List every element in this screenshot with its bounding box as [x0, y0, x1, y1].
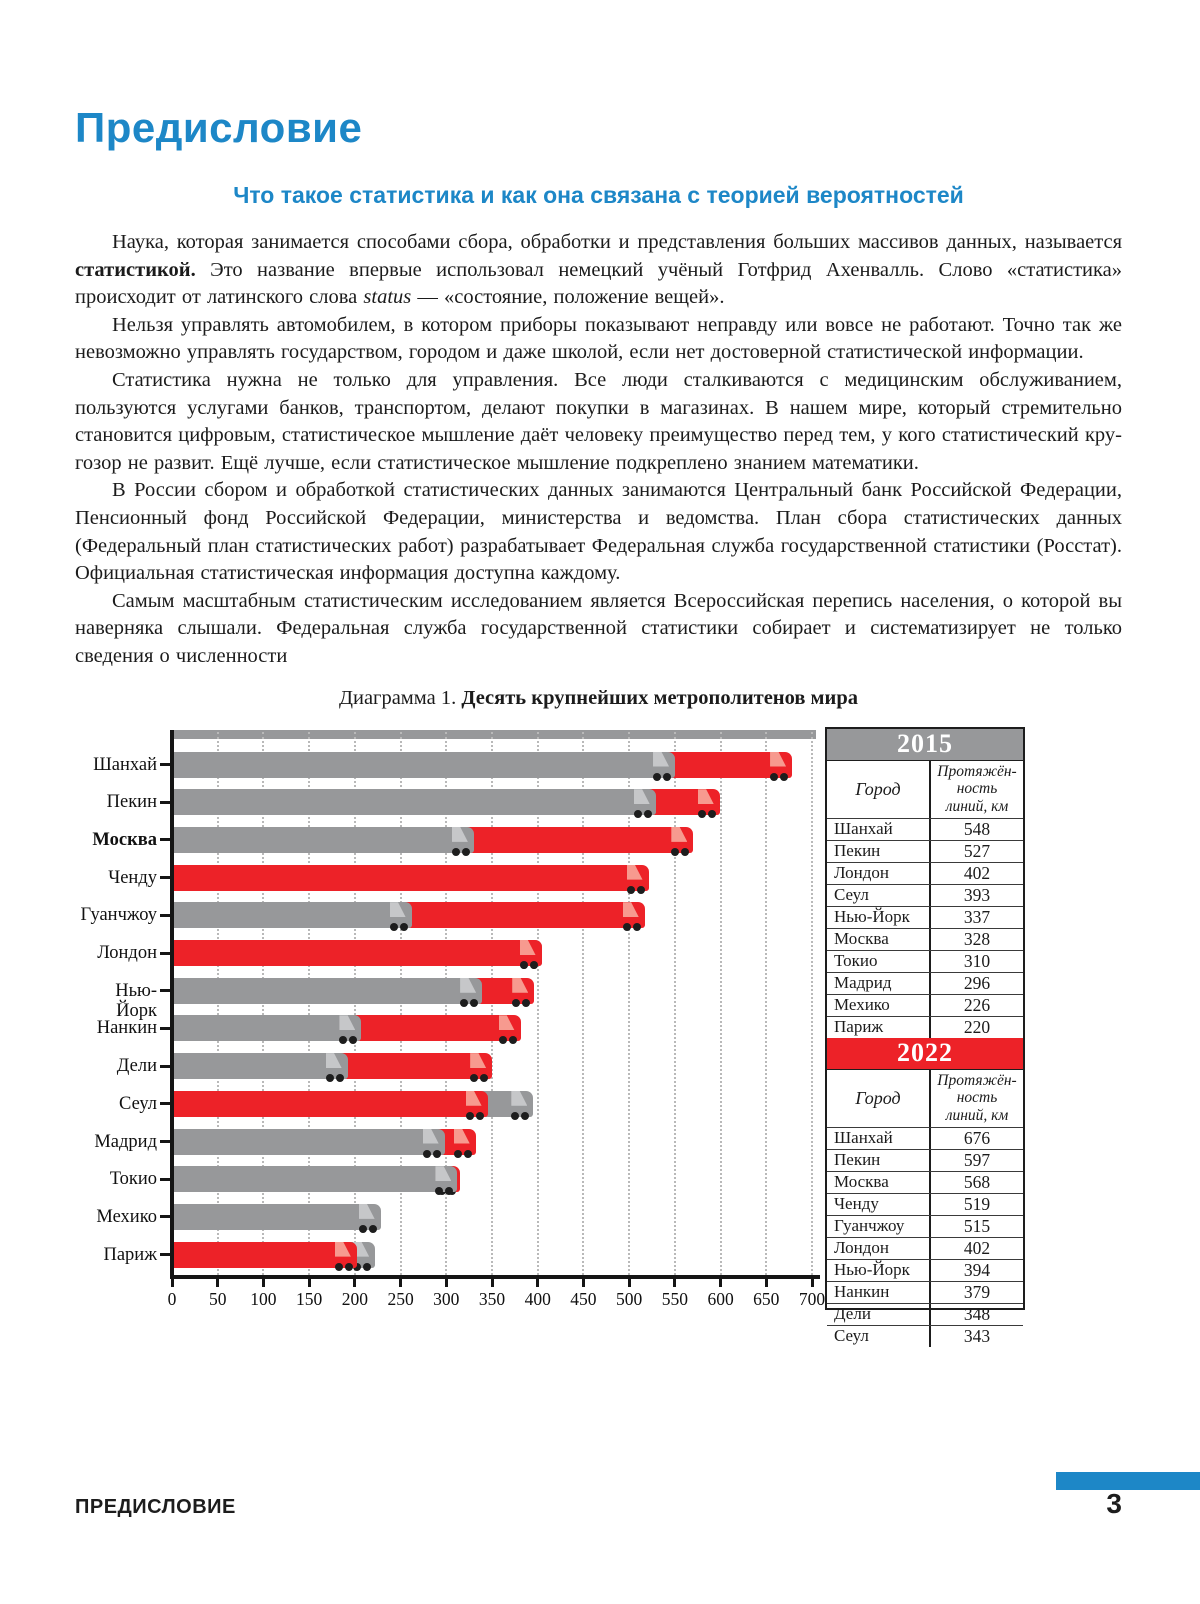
truck-windshield — [452, 827, 468, 842]
x-tick — [216, 1279, 219, 1287]
table-header-length: Протяжён- ность линий, км — [937, 762, 1017, 815]
truck-wheel — [663, 773, 671, 781]
year-band: 2015 — [827, 729, 1023, 760]
truck-wheel — [462, 848, 470, 856]
table-cell-city: Гуанчжоу — [827, 1216, 931, 1237]
y-tick — [160, 801, 172, 804]
body-paragraph: В России сбором и обработкой статистических данных занимаются Центральный банк Российской Федерации, Пенсионный фонд Российской Федерации, министерства и ведомства. План сбора статистических данных (Федеральный план статистических работ) разрабатывает Федеральная служба государственной статистики (Росстат). Официальная статистическая информация доступна каждому. — [75, 479, 1122, 585]
x-tick-label: 200 — [341, 1288, 368, 1309]
table-cell-value: 597 — [963, 1149, 991, 1170]
truck-wheel — [708, 810, 716, 818]
table-cell-city: Москва — [827, 1172, 931, 1193]
body-paragraph: Нельзя управлять автомобилем, в котором приборы показывают неправду или вовсе не работают. Точно так же невозможно управлять государством, городом и даже школой, если нет достоверной статистической информации. — [75, 313, 1122, 364]
x-tick — [262, 1279, 265, 1287]
y-tick — [160, 1253, 172, 1256]
category-label: Токио — [109, 1169, 157, 1190]
truck-wheel — [653, 773, 661, 781]
x-tick-label: 600 — [707, 1288, 734, 1309]
section-subtitle: Что такое статистика и как она связана с теорией вероятностей — [233, 182, 964, 208]
grid-line — [765, 732, 767, 1275]
category-label: Москва — [92, 829, 157, 850]
truck-windshield — [423, 1129, 439, 1144]
table-row — [827, 906, 1023, 928]
x-tick — [765, 1279, 768, 1287]
x-tick — [399, 1279, 402, 1287]
truck-2015 — [174, 902, 412, 928]
x-tick-label: 550 — [661, 1288, 688, 1309]
caption-prefix: Диаграмма 1. — [339, 686, 462, 709]
truck-windshield — [359, 1204, 375, 1219]
table-row — [827, 1303, 1023, 1325]
table-cell-value: 548 — [963, 818, 991, 839]
truck-wheel — [452, 848, 460, 856]
figure-diagram-1 — [75, 686, 1122, 1346]
truck-2015 — [174, 1015, 361, 1041]
truck-wheel — [633, 923, 641, 931]
table-cell-city: Сеул — [827, 1326, 931, 1347]
x-tick-label: 100 — [250, 1288, 277, 1309]
x-tick-label: 700 — [798, 1288, 826, 1309]
truck-windshield — [339, 1015, 355, 1030]
x-tick-label: 0 — [167, 1288, 177, 1309]
truck-wheel — [671, 848, 679, 856]
y-tick — [160, 989, 172, 992]
body-paragraph: Статистика нужна не только для управления. Все люди сталкиваются с медицинским обслуживанием, пользуются услугами банков, транспортом, делают покупки в магазинах. В нашем мире, который стремительно становится цифровым, статистическое мышление даёт человеку преимущество перед тем, у кого статистический кругозор не развит. Ещё лучше, если статистическое мышление подкреплено знанием математики. — [75, 368, 1122, 474]
y-axis-line — [170, 730, 174, 1279]
caption-title: Десять крупнейших метрополитенов мира — [461, 686, 858, 709]
x-tick-label: 50 — [208, 1288, 227, 1309]
truck-wheel — [476, 1112, 484, 1120]
table-cell-value: 348 — [963, 1303, 991, 1324]
truck-wheel — [369, 1225, 377, 1233]
table-cell-city: Сеул — [827, 885, 931, 906]
metro-bar-chart — [75, 720, 1025, 1346]
category-label: Дели — [116, 1056, 157, 1077]
table-row — [827, 862, 1023, 884]
truck-wheel — [423, 1150, 431, 1158]
table-cell-city: Токио — [827, 951, 931, 972]
truck-windshield — [520, 940, 536, 955]
year-band: 2022 — [827, 1038, 1023, 1069]
table-cell-value: 402 — [963, 862, 991, 883]
category-label: Лондон — [97, 943, 157, 963]
truck-2015 — [174, 1129, 445, 1155]
body-paragraph: Самым масштабным статистическим исследованием является Всероссийская перепись населения, о которой вы наверняка слышали. Федеральная служба государственной статистики собирает и систематизирует не только сведения о численности — [75, 589, 1122, 667]
truck-wheel — [480, 1074, 488, 1082]
category-label: Гуанчжоу — [80, 905, 157, 926]
x-tick — [171, 1279, 174, 1287]
truck-windshield — [470, 1053, 486, 1068]
table-cell-value: 310 — [963, 950, 991, 971]
y-tick — [160, 1065, 172, 1068]
table-cell-value: 402 — [963, 1237, 991, 1258]
y-tick — [160, 1102, 172, 1105]
table-cell-value: 343 — [963, 1325, 991, 1346]
category-label: Мадрид — [94, 1131, 157, 1152]
truck-wheel — [363, 1263, 371, 1271]
table-row — [827, 1215, 1023, 1237]
x-tick-label: 250 — [387, 1288, 414, 1309]
table-cell-city: Пекин — [827, 841, 931, 862]
table-cell-city: Ченду — [827, 1194, 931, 1215]
category-label: Париж — [103, 1244, 157, 1265]
truck-wheel — [511, 1112, 519, 1120]
year-table-2015 — [827, 729, 1023, 1038]
page-edge-tab — [1056, 1472, 1200, 1490]
table-row — [827, 1281, 1023, 1303]
grid-line — [720, 732, 722, 1275]
truck-wheel — [644, 810, 652, 818]
truck-windshield — [390, 902, 406, 917]
table-rows — [827, 1127, 1023, 1347]
table-header-city: Город — [827, 761, 931, 818]
truck-wheel — [466, 1112, 474, 1120]
category-label: Ченду — [108, 867, 157, 888]
table-cell-city: Нью-Йорк — [827, 907, 931, 928]
truck-windshield — [326, 1053, 342, 1068]
table-row — [827, 1259, 1023, 1281]
table-cell-city: Лондон — [827, 1238, 931, 1259]
truck-wheel — [464, 1150, 472, 1158]
truck-wheel — [522, 999, 530, 1007]
truck-windshield — [671, 827, 687, 842]
table-cell-value: 519 — [963, 1193, 991, 1214]
y-tick — [160, 1140, 172, 1143]
truck-windshield — [435, 1166, 451, 1181]
truck-2015 — [174, 752, 675, 778]
x-tick — [353, 1279, 356, 1287]
table-row — [827, 1237, 1023, 1259]
table-row — [827, 972, 1023, 994]
truck-2015 — [174, 1166, 457, 1192]
figure-caption — [75, 687, 1122, 710]
truck-2015 — [174, 827, 474, 853]
table-row — [827, 928, 1023, 950]
table-header-row — [827, 760, 1023, 818]
truck-windshield — [627, 865, 643, 880]
category-label: Нанкин — [96, 1018, 157, 1039]
y-tick — [160, 763, 172, 766]
truck-wheel — [499, 1036, 507, 1044]
truck-wheel — [400, 923, 408, 931]
paragraph-text: Это название впервые использовал немецкий учёный Готфрид Ахенвалль. Слово «статистика» происходит от латинского слова — [75, 258, 1122, 309]
category-label: Нью-Йорк — [115, 980, 157, 1021]
x-tick — [628, 1279, 631, 1287]
table-row — [827, 950, 1023, 972]
truck-2022 — [174, 1242, 357, 1268]
table-row — [827, 1171, 1023, 1193]
x-tick — [445, 1279, 448, 1287]
table-cell-value: 328 — [963, 928, 991, 949]
truck-2015 — [174, 1053, 348, 1079]
x-tick — [582, 1279, 585, 1287]
truck-windshield — [698, 789, 714, 804]
truck-wheel — [470, 1074, 478, 1082]
truck-wheel — [359, 1225, 367, 1233]
x-tick-label: 400 — [524, 1288, 551, 1309]
table-cell-city: Москва — [827, 929, 931, 950]
table-cell-value: 676 — [963, 1127, 991, 1148]
truck-wheel — [520, 961, 528, 969]
truck-wheel — [349, 1036, 357, 1044]
category-label: Мехико — [96, 1206, 157, 1227]
truck-wheel — [470, 999, 478, 1007]
year-table-2022 — [827, 1038, 1023, 1347]
x-tick-label: 650 — [753, 1288, 780, 1309]
truck-wheel — [326, 1074, 334, 1082]
table-cell-value: 296 — [963, 972, 991, 993]
category-label: Пекин — [106, 792, 157, 813]
table-cell-city: Шанхай — [827, 819, 931, 840]
table-cell-city: Париж — [827, 1017, 931, 1038]
truck-wheel — [339, 1036, 347, 1044]
truck-wheel — [335, 1263, 343, 1271]
x-axis-line — [170, 1275, 820, 1279]
table-cell-city: Дели — [827, 1304, 931, 1325]
y-tick — [160, 1178, 172, 1181]
x-tick — [308, 1279, 311, 1287]
x-tick — [536, 1279, 539, 1287]
table-cell-city: Пекин — [827, 1150, 931, 1171]
truck-wheel — [336, 1074, 344, 1082]
x-tick-label: 500 — [616, 1288, 643, 1309]
truck-wheel — [627, 886, 635, 894]
table-cell-city: Лондон — [827, 863, 931, 884]
body-paragraph — [75, 229, 1122, 312]
truck-wheel — [681, 848, 689, 856]
truck-windshield — [460, 978, 476, 993]
table-cell-value: 226 — [963, 994, 991, 1015]
truck-wheel — [521, 1112, 529, 1120]
truck-windshield — [466, 1091, 482, 1106]
table-row — [827, 840, 1023, 862]
table-row — [827, 818, 1023, 840]
body-text — [75, 229, 1122, 671]
bold-term: статистикой. — [75, 258, 196, 281]
table-row — [827, 884, 1023, 906]
x-tick-label: 150 — [296, 1288, 323, 1309]
table-row — [827, 1149, 1023, 1171]
table-row — [827, 1193, 1023, 1215]
table-cell-city: Нанкин — [827, 1282, 931, 1303]
x-tick — [491, 1279, 494, 1287]
table-header-city: Город — [827, 1070, 931, 1127]
table-cell-value: 393 — [963, 884, 991, 905]
x-tick-label: 450 — [570, 1288, 597, 1309]
page-title: Предисловие — [75, 104, 363, 151]
category-label: Шанхай — [93, 754, 157, 775]
table-cell-city: Мехико — [827, 995, 931, 1016]
table-cell-value: 568 — [963, 1171, 991, 1192]
truck-wheel — [637, 886, 645, 894]
truck-windshield — [499, 1015, 515, 1030]
table-row — [827, 994, 1023, 1016]
category-label: Сеул — [119, 1093, 157, 1114]
truck-windshield — [511, 1091, 527, 1106]
truck-2015 — [174, 789, 656, 815]
x-tick — [673, 1279, 676, 1287]
truck-wheel — [530, 961, 538, 969]
table-cell-value: 515 — [963, 1215, 991, 1236]
truck-windshield — [454, 1129, 470, 1144]
x-tick-label: 350 — [478, 1288, 506, 1309]
table-header-length: Протяжён- ность линий, км — [937, 1071, 1017, 1124]
page-number: 3 — [1106, 1488, 1122, 1519]
paragraph-text: — «состояние, положение вещей». — [411, 286, 725, 309]
table-row — [827, 1127, 1023, 1149]
table-cell-value: 379 — [963, 1281, 991, 1302]
truck-2022 — [174, 865, 649, 891]
truck-windshield — [512, 978, 528, 993]
y-tick — [160, 1027, 172, 1030]
truck-wheel — [698, 810, 706, 818]
truck-windshield — [335, 1242, 351, 1257]
table-cell-value: 220 — [963, 1016, 991, 1037]
truck-2022 — [174, 940, 542, 966]
x-tick — [811, 1279, 814, 1287]
truck-windshield — [653, 752, 669, 767]
y-tick — [160, 952, 172, 955]
table-cell-city: Мадрид — [827, 973, 931, 994]
truck-wheel — [780, 773, 788, 781]
y-tick — [160, 838, 172, 841]
truck-wheel — [345, 1263, 353, 1271]
paragraph-text: Наука, которая занимается способами сбора, обработки и представления больших массивов данных, называется — [112, 231, 1122, 253]
table-cell-city: Шанхай — [827, 1128, 931, 1149]
truck-wheel — [460, 999, 468, 1007]
table-cell-value: 527 — [963, 840, 991, 861]
table-rows — [827, 818, 1023, 1038]
truck-wheel — [512, 999, 520, 1007]
truck-wheel — [509, 1036, 517, 1044]
truck-wheel — [770, 773, 778, 781]
table-cell-city: Нью-Йорк — [827, 1260, 931, 1281]
metro-length-tables — [825, 727, 1025, 1346]
truck-windshield — [634, 789, 650, 804]
x-tick-label: 300 — [433, 1288, 460, 1309]
truck-wheel — [454, 1150, 462, 1158]
y-tick — [160, 914, 172, 917]
truck-2015 — [174, 978, 482, 1004]
table-cell-value: 394 — [963, 1259, 991, 1280]
truck-wheel — [390, 923, 398, 931]
table-cell-value: 337 — [963, 906, 991, 927]
table-row — [827, 1325, 1023, 1347]
y-tick — [160, 1215, 172, 1218]
footer-section-label: ПРЕДИСЛОВИЕ — [75, 1496, 236, 1518]
y-tick — [160, 876, 172, 879]
grid-line — [811, 732, 813, 1275]
x-tick — [719, 1279, 722, 1287]
table-header-row — [827, 1069, 1023, 1127]
italic-term: status — [363, 286, 412, 309]
table-row — [827, 1016, 1023, 1038]
truck-2015 — [174, 1204, 381, 1230]
truck-2022 — [174, 1091, 488, 1117]
truck-wheel — [433, 1150, 441, 1158]
truck-wheel — [634, 810, 642, 818]
truck-windshield — [623, 902, 639, 917]
truck-windshield — [770, 752, 786, 767]
